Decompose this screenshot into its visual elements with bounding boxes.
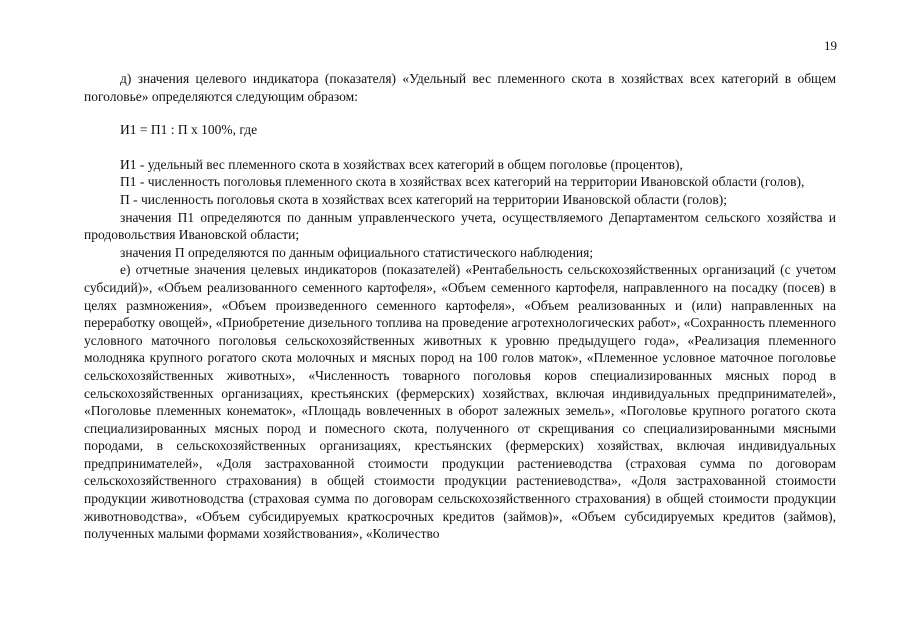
paragraph-d-intro: д) значения целевого индикатора (показателя) «Удельный вес племенного скота в хозяйствах всех категорий в общем поголовье» определяются следующим образом: — [84, 71, 836, 104]
formula-line: И1 = П1 : П х 100%, где — [120, 122, 258, 138]
paragraph-p-source: значения П определяются по данным официального статистического наблюдения; — [120, 244, 594, 260]
document-body — [84, 70, 836, 543]
definition-i1: И1 - удельный вес племенного скота в хозяйствах всех категорий в общем поголовье (процентов), — [120, 156, 683, 172]
paragraph-e-reported-values: е) отчетные значения целевых индикаторов (показателей) «Рентабельность сельскохозяйственных организаций (с учетом субсидий)», «Объем реализованного семенного картофеля», «Объем семенного картофеля, направленного на посадку (посев) в целях размножения», «Объем произведенного семенного картофеля», «Объем реализованных и (или) направленных на переработку овощей», «Приобретение дизельного топлива на проведение агротехнологических работ», «Сохранность племенного условного маточного поголовья сельскохозяйственных животных к уровню предыдущего года», «Реализация племенного молодняка крупного рогатого скота молочных и мясных пород на 100 голов маток», «Племенное условное маточное поголовье сельскохозяйственных животных», «Численность товарного поголовья коров специализированных мясных пород в сельскохозяйственных организациях, крестьянских (фермерских) хозяйствах, включая индивидуальных предпринимателей», «Поголовье племенных конематок», «Площадь вовлеченных в оборот залежных земель», «Поголовье крупного рогатого скота специализированных мясных пород и помесного скота, полученного от скрещивания со специализированными мясными породами, в сельскохозяйственных организациях, крестьянских (фермерских) хозяйствах, включая индивидуальных предпринимателей», «Доля застрахованной стоимости продукции растениеводства (страховая сумма по договорам сельскохозяйственного страхования) в общей стоимости продукции растениеводства», «Доля застрахованной стоимости продукции животноводства (страховая сумма по договорам сельскохозяйственного страхования) в общей стоимости продукции животноводства», «Объем субсидируемых краткосрочных кредитов (займов)», «Объем субсидируемых кредитов (займов), полученных малыми формами хозяйствования», «Количество — [84, 262, 836, 542]
paragraph-p1-source: значения П1 определяются по данным управленческого учета, осуществляемого Департаментом сельского хозяйства и продовольствия Ивановской области; — [84, 209, 836, 243]
page-number: 19 — [824, 38, 837, 53]
definition-p: П - численность поголовья скота в хозяйствах всех категорий на территории Ивановской области (голов); — [120, 191, 727, 207]
definition-p1: П1 - численность поголовья племенного скота в хозяйствах всех категорий на территории Ивановской области (голов), — [120, 174, 805, 190]
